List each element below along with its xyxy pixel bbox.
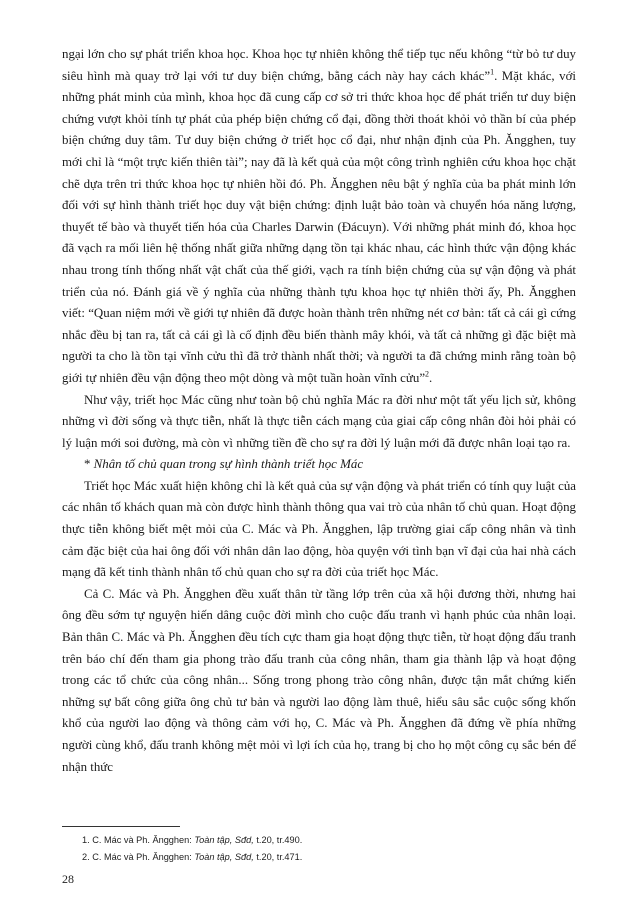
section-heading (62, 454, 576, 476)
footnote-ref: 1 (490, 67, 495, 77)
page-number: 28 (62, 872, 74, 886)
paragraph: Triết học Mác xuất hiện không chỉ là kết quả của sự vận động và phát triển có tính quy luật của các nhân tố khách quan mà còn được hình thành thông qua vai trò của nhân tố chủ quan. Hoạt động thực tiễn không biết mệt mỏi của C. Mác và Ph. Ăngghen, lập trường giai cấp công nhân và tình cảm đặc biệt của hai ông đối với nhân dân lao động, hòa quyện với tình bạn vĩ đại của hai nhà cách mạng đã kết tinh thành nhân tố chủ quan cho sự ra đời của triết học Mác. (62, 478, 576, 580)
paragraph: Cả C. Mác và Ph. Ăngghen đều xuất thân từ tầng lớp trên của xã hội đương thời, nhưng hai ông đều sớm tự nguyện hiến dâng cuộc đời mình cho cuộc đấu tranh vì hạnh phúc của nhân loại. Bản thân C. Mác và Ph. Ăngghen đều tích cực tham gia hoạt động thực tiễn, từ hoạt động đấu tranh trên báo chí đến tham gia phong trào đấu tranh của công nhân, tham gia thành lập và hoạt động trong các tổ chức của công nhân... Sống trong phong trào công nhân, được tận mắt chứng kiến những sự bất công giữa ông chủ tư bản và người lao động làm thuê, hiểu sâu sắc cuộc sống khốn khổ của người lao động và thông cảm với họ, C. Mác và Ph. Ăngghen đã đứng về phía những người cùng khổ, đấu tranh không mệt mỏi vì lợi ích của họ, trang bị cho họ một công cụ sắc bén để nhận thức (62, 586, 576, 774)
footnote-ref-pages: t.20, tr.471. (253, 852, 303, 862)
footnote-item (82, 832, 562, 849)
paragraph (62, 44, 576, 390)
footnote-author: 2. C. Mác và Ph. Ăngghen: (82, 852, 195, 862)
heading-marker: * (84, 457, 94, 472)
paragraph-text: . (429, 370, 433, 385)
body-text (62, 44, 576, 778)
footnote-ref: 2 (425, 369, 430, 379)
footnotes (82, 832, 562, 866)
footnote-author: 1. C. Mác và Ph. Ăngghen: (82, 835, 195, 845)
heading-text: Nhân tố chủ quan trong sự hình thành triết học Mác (93, 457, 364, 472)
footnote-divider (62, 826, 180, 827)
footnote-ref-pages: t.20, tr.490. (253, 835, 303, 845)
footnote-item (82, 849, 562, 866)
paragraph-text: ngại lớn cho sự phát triển khoa học. Khoa học tự nhiên không thể tiếp tục nếu không “từ bỏ tư duy siêu hình mà quay trở lại với tư duy biện chứng, bằng cách này hay cách khác” (62, 47, 576, 83)
footnote-title: Toàn tập, Sđd, (194, 852, 254, 862)
paragraph-text: . Mặt khác, với những phát minh của mình, khoa học đã cung cấp cơ sở tri thức khoa học để phát triển tư duy biện chứng vượt khỏi tính tự phát của phép biện chứng cổ đại, đồng thời thoát khỏi vỏ thần bí của phép biện chứng duy tâm. Tư duy biện chứng ở triết học cổ đại, như nhận định của Ph. Ăngghen, tuy mới chỉ là “một trực kiến thiên tài”; nay đã là kết quả của một công trình nghiên cứu khoa học chặt chẽ dựa trên tri thức khoa học tự nhiên hồi đó. Ph. Ăngghen nêu bật ý nghĩa của ba phát minh lớn đối với sự hình thành triết học duy vật biện chứng: định luật bảo toàn và chuyển hóa năng lượng, thuyết tế bào và thuyết tiến hóa của Charles Darwin (Đácuyn). Với những phát minh đó, khoa học đã vạch ra mối liên hệ thống nhất giữa những dạng tồn tại khác nhau, các hình thức vận động khác nhau trong tính thống nhất vật chất của thế giới, vạch ra tính biện chứng của sự vận động và phát triển của nó. Đánh giá về ý nghĩa của những thành tựu khoa học tự nhiên thời ấy, Ph. Ăngghen viết: “Quan niệm mới về giới tự nhiên đã được hoàn thành trên những nét cơ bản: tất cả cái gì cứng nhắc đều bị tan ra, tất cả cái gì là cố định đều biến thành mây khói, và tất cả những gì đặc biệt mà người ta cho là tồn tại vĩnh cửu thì đã trở thành nhất thời; và người ta đã chứng minh rằng toàn bộ giới tự nhiên đều vận động theo một dòng và một tuần hoàn vĩnh cửu” (62, 68, 576, 385)
paragraph: Như vậy, triết học Mác cũng như toàn bộ chủ nghĩa Mác ra đời như một tất yếu lịch sử, không những vì đời sống và thực tiễn, nhất là thực tiễn cách mạng của giai cấp công nhân đòi hỏi phải có lý luận mới soi đường, mà còn vì những tiền đề cho sự ra đời lý luận mới đã được nhân loại tạo ra. (62, 392, 576, 450)
footnote-title: Toàn tập, Sđd, (194, 835, 254, 845)
